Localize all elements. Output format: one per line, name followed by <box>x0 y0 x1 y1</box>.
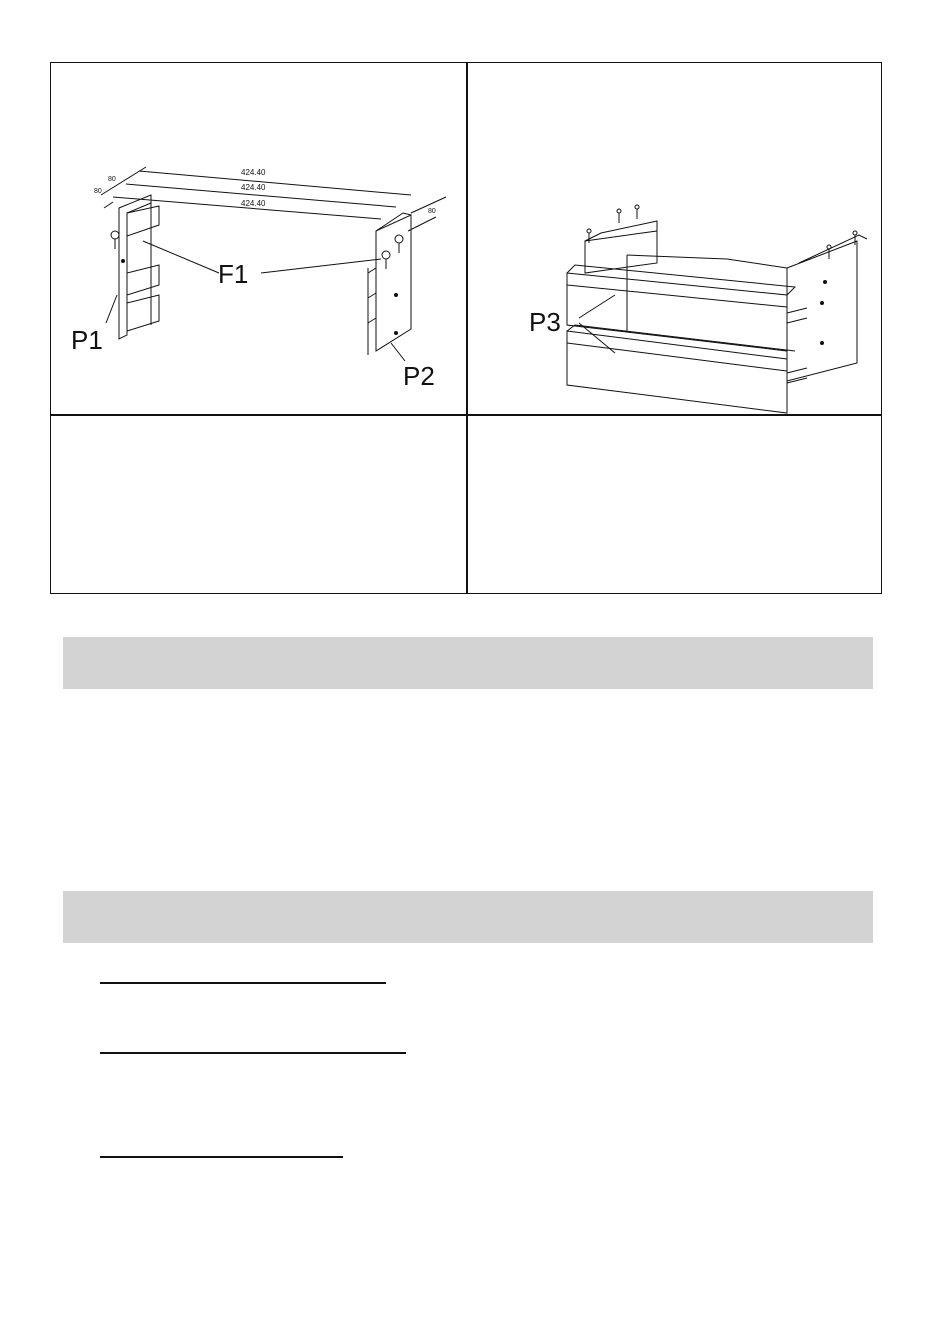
instruction-grid <box>50 62 882 594</box>
section-header-band-1 <box>63 637 873 689</box>
blank-line-2 <box>100 1052 406 1054</box>
dim-label-low: 424.40 <box>241 199 266 208</box>
empty-cell-right <box>467 416 883 594</box>
label-p1: P1 <box>71 325 103 355</box>
label-p2: P2 <box>403 361 435 391</box>
blank-line-3 <box>100 1156 343 1158</box>
label-f1: F1 <box>218 259 249 289</box>
dim-label-side-c: 80 <box>428 208 436 215</box>
dim-label-side-a: 80 <box>94 188 102 195</box>
assembled-drawers-drawing <box>467 63 883 414</box>
dim-label-side-b: 80 <box>108 176 116 183</box>
figure-side-panels <box>51 63 466 414</box>
side-panels-drawing <box>51 63 466 414</box>
label-p3: P3 <box>529 307 561 337</box>
figure-assembled-drawers <box>467 63 883 414</box>
empty-cell-left <box>51 416 466 594</box>
blank-line-1 <box>100 982 386 984</box>
dim-label-top: 424.40 <box>241 168 266 177</box>
section-header-band-2 <box>63 891 873 943</box>
dim-label-mid: 424.40 <box>241 183 266 192</box>
